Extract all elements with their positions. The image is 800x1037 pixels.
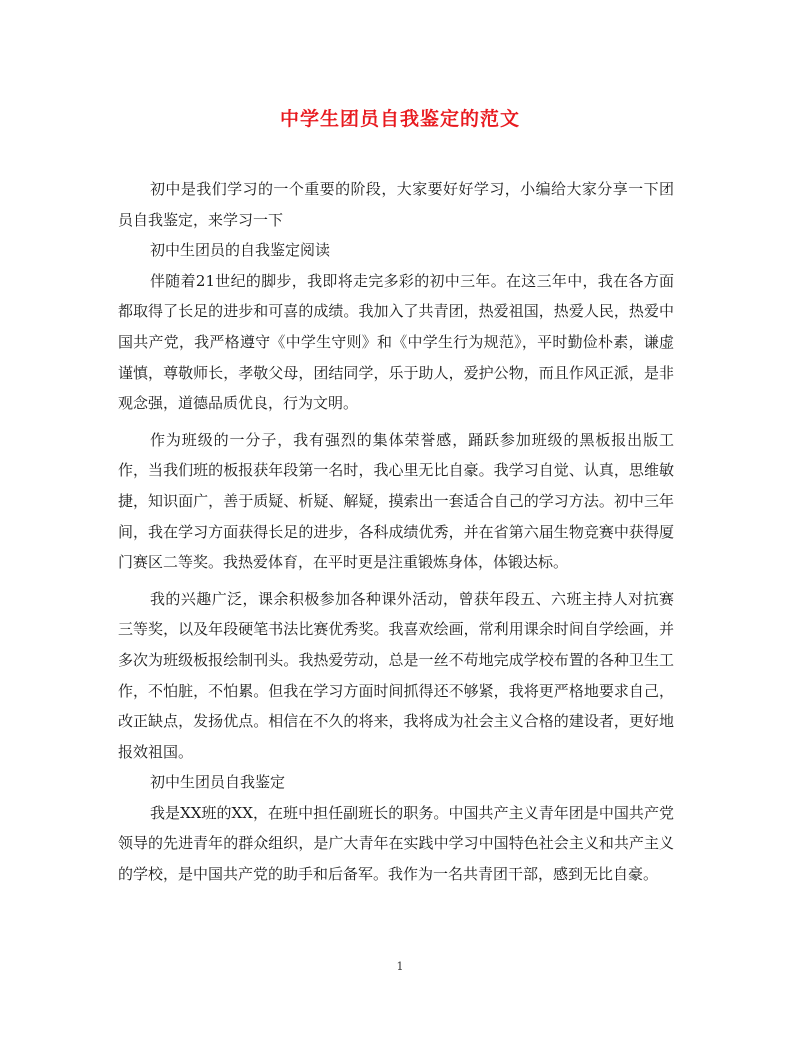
- page-number: 1: [396, 960, 404, 973]
- paragraph-vice-monitor: 我是XX班的XX，在班中担任副班长的职务。中国共产主义青年团是中国共产党领导的先进青年的群众组织，是广大青年在实践中学习中国特色社会主义和共产主义的学校，是中国共产党的助手和后备军。我作为一名共青团干部，感到无比自豪。: [118, 803, 674, 884]
- document-title: 中学生团员自我鉴定的范文: [279, 108, 520, 130]
- document-body: [118, 174, 674, 890]
- paragraph-class-member: 作为班级的一分子，我有强烈的集体荣誉感，踊跃参加班级的黑板报出版工作，当我们班的板报获年段第一名时，我心里无比自豪。我学习自觉、认真，思维敏捷，知识面广，善于质疑、析疑、解疑，摸索出一套适合自己的学习方法。初中三年间，我在学习方面获得长足的进步，各科成绩优秀，并在省第六届生物竞赛中获得厦门赛区二等奖。我热爱体育，在平时更是注重锻炼身体，体锻达标。: [118, 430, 674, 572]
- section-heading-reading: 初中生团员的自我鉴定阅读: [150, 241, 331, 260]
- section-heading-self-assessment: 初中生团员自我鉴定: [150, 773, 286, 792]
- paragraph-three-years: 伴随着21世纪的脚步，我即将走完多彩的初中三年。在这三年中，我在各方面都取得了长足的进步和可喜的成绩。我加入了共青团，热爱祖国，热爱人民，热爱中国共产党，我严格遵守《中学生守则》和《中学生行为规范》，平时勤俭朴素，谦虚谨慎，尊敬师长，孝敬父母，团结同学，乐于助人，爱护公物，而且作风正派，是非观念强，道德品质优良，行为文明。: [118, 271, 674, 413]
- paragraph-intro: 初中是我们学习的一个重要的阶段，大家要好好学习，小编给大家分享一下团员自我鉴定，来学习一下: [118, 180, 674, 229]
- paragraph-interests: 我的兴趣广泛，课余积极参加各种课外活动，曾获年段五、六班主持人对抗赛三等奖，以及年段硬笔书法比赛优秀奖。我喜欢绘画，常利用课余时间自学绘画，并多次为班级板报绘制刊头。我热爱劳动，总是一丝不苟地完成学校布置的各种卫生工作，不怕脏，不怕累。但我在学习方面时间抓得还不够紧，我将更严格地要求自己，改正缺点，发扬优点。相信在不久的将来，我将成为社会主义合格的建设者，更好地报效祖国。: [118, 589, 674, 761]
